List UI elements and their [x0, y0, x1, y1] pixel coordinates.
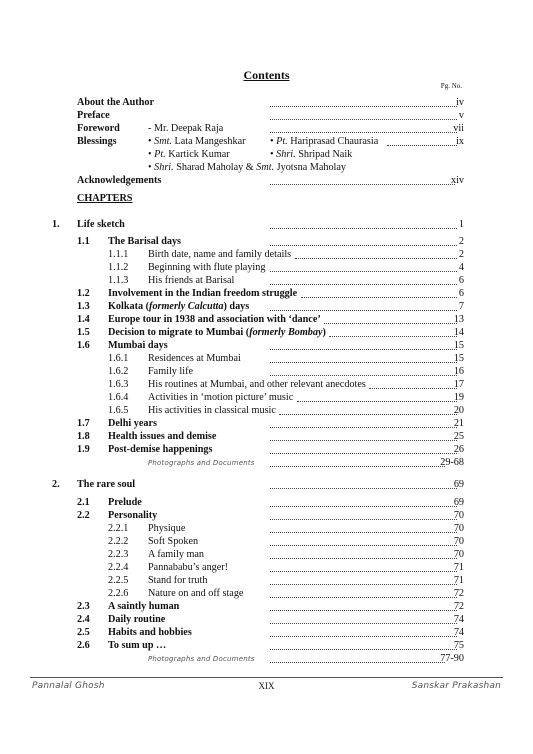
page-number: 13	[453, 314, 464, 325]
leader-dots	[270, 426, 457, 428]
front-item-preface: Preface	[77, 110, 110, 121]
leader-dots	[270, 348, 457, 350]
page-number: 72	[453, 601, 464, 612]
page-number: 72	[453, 588, 464, 599]
entry-title: Delhi years	[108, 418, 157, 429]
page-number: ix	[456, 136, 464, 147]
entry-number: 1.6.3	[108, 379, 129, 390]
entry-title: Activities in ‘motion picture’ music	[148, 392, 294, 403]
entry-number: 1.6.2	[108, 366, 129, 377]
leader-dots	[270, 544, 457, 546]
page-number: 69	[453, 479, 464, 490]
footer-right: Sanskar Prakashan	[411, 681, 501, 691]
page-number: 20	[453, 405, 464, 416]
entry-title: Prelude	[108, 497, 142, 508]
entry-title: Europe tour in 1938 and association with ‘dance’	[108, 314, 321, 325]
entry-number: 2.2	[77, 510, 90, 521]
leader-dots	[270, 570, 457, 572]
entry-title: Family life	[148, 366, 193, 377]
leader-dots	[270, 596, 457, 598]
blessing-name: • Pt. Hariprasad Chaurasia	[270, 136, 379, 147]
entry-number: 1.5	[77, 327, 90, 338]
page-number: iv	[456, 97, 464, 108]
leader-dots	[270, 270, 457, 272]
chapter-title: The rare soul	[77, 479, 136, 490]
page-number: 75	[453, 640, 464, 651]
entry-number: 1.1.1	[108, 249, 129, 260]
photographs-label: Photographs and Documents	[148, 655, 255, 663]
entry-title: Mumbai days	[108, 340, 168, 351]
leader-dots	[270, 505, 457, 507]
leader-dots	[279, 413, 457, 415]
page-number-column-label: Pg. No.	[440, 82, 462, 90]
entry-title: Health issues and demise	[108, 431, 217, 442]
page-number: 71	[453, 562, 464, 573]
entry-number: 1.7	[77, 418, 90, 429]
page-number: 6	[458, 275, 464, 286]
entry-title: Soft Spoken	[148, 536, 199, 547]
entry-number: 2.2.6	[108, 588, 129, 599]
entry-number: 1.6.4	[108, 392, 129, 403]
leader-dots	[369, 387, 457, 389]
entry-title: Birth date, name and family details	[148, 249, 292, 260]
leader-dots	[270, 374, 457, 376]
front-item-acknowledgements: Acknowledgements	[77, 175, 162, 186]
leader-dots	[270, 648, 457, 650]
entry-title: Physique	[148, 523, 186, 534]
entry-title: Decision to migrate to Mumbai (formerly Bombay)	[108, 327, 326, 338]
entry-title: Daily routine	[108, 614, 166, 625]
leader-dots	[301, 296, 457, 298]
leader-dots	[270, 439, 457, 441]
page-number: 70	[453, 549, 464, 560]
entry-number: 2.4	[77, 614, 90, 625]
entry-number: 2.2.2	[108, 536, 129, 547]
leader-dots	[270, 609, 457, 611]
leader-dots	[324, 322, 457, 324]
front-item-blessings: Blessings	[77, 136, 117, 147]
entry-title: Pannababu’s anger!	[148, 562, 229, 573]
page-number: 70	[453, 510, 464, 521]
entry-number: 1.1.2	[108, 262, 129, 273]
entry-number: 2.2.4	[108, 562, 129, 573]
leader-dots	[270, 518, 457, 520]
entry-number: 2.2.1	[108, 523, 129, 534]
entry-title: Kolkata (formerly Calcutta) days	[108, 301, 250, 312]
page-number: 2	[458, 236, 464, 247]
entry-title: A saintly human	[108, 601, 180, 612]
blessing-name: • Smt. Lata Mangeshkar	[148, 136, 246, 147]
leader-dots	[387, 144, 457, 146]
page-number: 74	[453, 627, 464, 638]
entry-title: Nature on and off stage	[148, 588, 244, 599]
entry-number: 2.3	[77, 601, 90, 612]
entry-title: His routines at Mumbai, and other relevant anecdotes	[148, 379, 366, 390]
leader-dots	[270, 105, 457, 107]
entry-number: 2.1	[77, 497, 90, 508]
page-number: 16	[453, 366, 464, 377]
leader-dots	[270, 452, 457, 454]
page-number: 69	[453, 497, 464, 508]
entry-number: 1.9	[77, 444, 90, 455]
entry-number: 2.2.3	[108, 549, 129, 560]
entry-number: 1.3	[77, 301, 90, 312]
entry-title: His activities in classical music	[148, 405, 276, 416]
leader-dots	[270, 622, 457, 624]
entry-title: His friends at Barisal	[148, 275, 235, 286]
entry-number: 1.6.1	[108, 353, 129, 364]
chapter-number: 1.	[52, 219, 60, 230]
entry-title: A family man	[148, 549, 205, 560]
page-number: v	[458, 110, 464, 121]
page-range: 29-68	[440, 457, 464, 468]
page-number: 1	[458, 219, 464, 230]
page-number: 25	[453, 431, 464, 442]
leader-dots	[270, 635, 457, 637]
page-number: 21	[453, 418, 464, 429]
entry-number: 2.6	[77, 640, 90, 651]
entry-number: 1.4	[77, 314, 90, 325]
page-number: 70	[453, 523, 464, 534]
page-number: 14	[453, 327, 464, 338]
blessing-name: • Shri. Sharad Maholay & Smt. Jyotsna Maholay	[148, 162, 346, 173]
leader-dots	[270, 557, 457, 559]
page-range: 77-90	[440, 653, 464, 664]
leader-dots	[270, 531, 457, 533]
leader-dots	[329, 335, 457, 337]
page-number: 2	[458, 249, 464, 260]
entry-title: Post-demise happenings	[108, 444, 213, 455]
leader-dots	[270, 283, 457, 285]
foreword-author: - Mr. Deepak Raja	[148, 123, 224, 134]
leader-dots	[270, 183, 455, 185]
entry-title: Beginning with flute playing	[148, 262, 266, 273]
leader-dots	[297, 400, 457, 402]
leader-dots	[270, 583, 457, 585]
front-item-foreword: Foreword	[77, 123, 120, 134]
entry-number: 1.6.5	[108, 405, 129, 416]
leader-dots	[270, 361, 457, 363]
footer-rule	[30, 677, 503, 678]
entry-number: 1.1	[77, 236, 90, 247]
leader-dots	[270, 309, 457, 311]
photographs-label: Photographs and Documents	[148, 459, 255, 467]
leader-dots	[295, 257, 457, 259]
page-number: 74	[453, 614, 464, 625]
leader-dots	[270, 661, 445, 663]
blessing-name: • Pt. Kartick Kumar	[148, 149, 230, 160]
entry-title: Involvement in the Indian freedom struggle	[108, 288, 298, 299]
leader-dots	[270, 227, 457, 229]
leader-dots	[270, 244, 457, 246]
blessing-name: • Shri. Shripad Naik	[270, 149, 353, 160]
leader-dots	[270, 118, 457, 120]
page-number: 26	[453, 444, 464, 455]
entry-title: Residences at Mumbai	[148, 353, 241, 364]
page-number: 17	[453, 379, 464, 390]
page-number: 15	[453, 353, 464, 364]
leader-dots	[270, 131, 457, 133]
entry-number: 1.2	[77, 288, 90, 299]
page-number: 71	[453, 575, 464, 586]
chapter-title: Life sketch	[77, 219, 125, 230]
entry-title: Stand for truth	[148, 575, 208, 586]
page-number: 70	[453, 536, 464, 547]
entry-title: To sum up …	[108, 640, 167, 651]
footer-left: Pannalal Ghosh	[32, 681, 105, 691]
page-number: 19	[453, 392, 464, 403]
entry-title: The Barisal days	[108, 236, 182, 247]
page-number: 6	[458, 288, 464, 299]
page-number: 15	[453, 340, 464, 351]
entry-number: 1.8	[77, 431, 90, 442]
entry-number: 2.5	[77, 627, 90, 638]
page-number: 4	[458, 262, 464, 273]
entry-number: 1.6	[77, 340, 90, 351]
footer-page-number: XIX	[258, 681, 275, 691]
leader-dots	[270, 465, 445, 467]
entry-number: 2.2.5	[108, 575, 129, 586]
leader-dots	[270, 487, 457, 489]
front-item-about: About the Author	[77, 97, 154, 108]
chapter-number: 2.	[52, 479, 60, 490]
page-number: xiv	[450, 175, 464, 186]
entry-number: 1.1.3	[108, 275, 129, 286]
page-number: 7	[458, 301, 464, 312]
entry-title: Personality	[108, 510, 158, 521]
page-number: vii	[453, 123, 464, 134]
chapters-heading: CHAPTERS	[77, 193, 133, 204]
entry-title: Habits and hobbies	[108, 627, 192, 638]
page-title: Contents	[243, 68, 290, 82]
